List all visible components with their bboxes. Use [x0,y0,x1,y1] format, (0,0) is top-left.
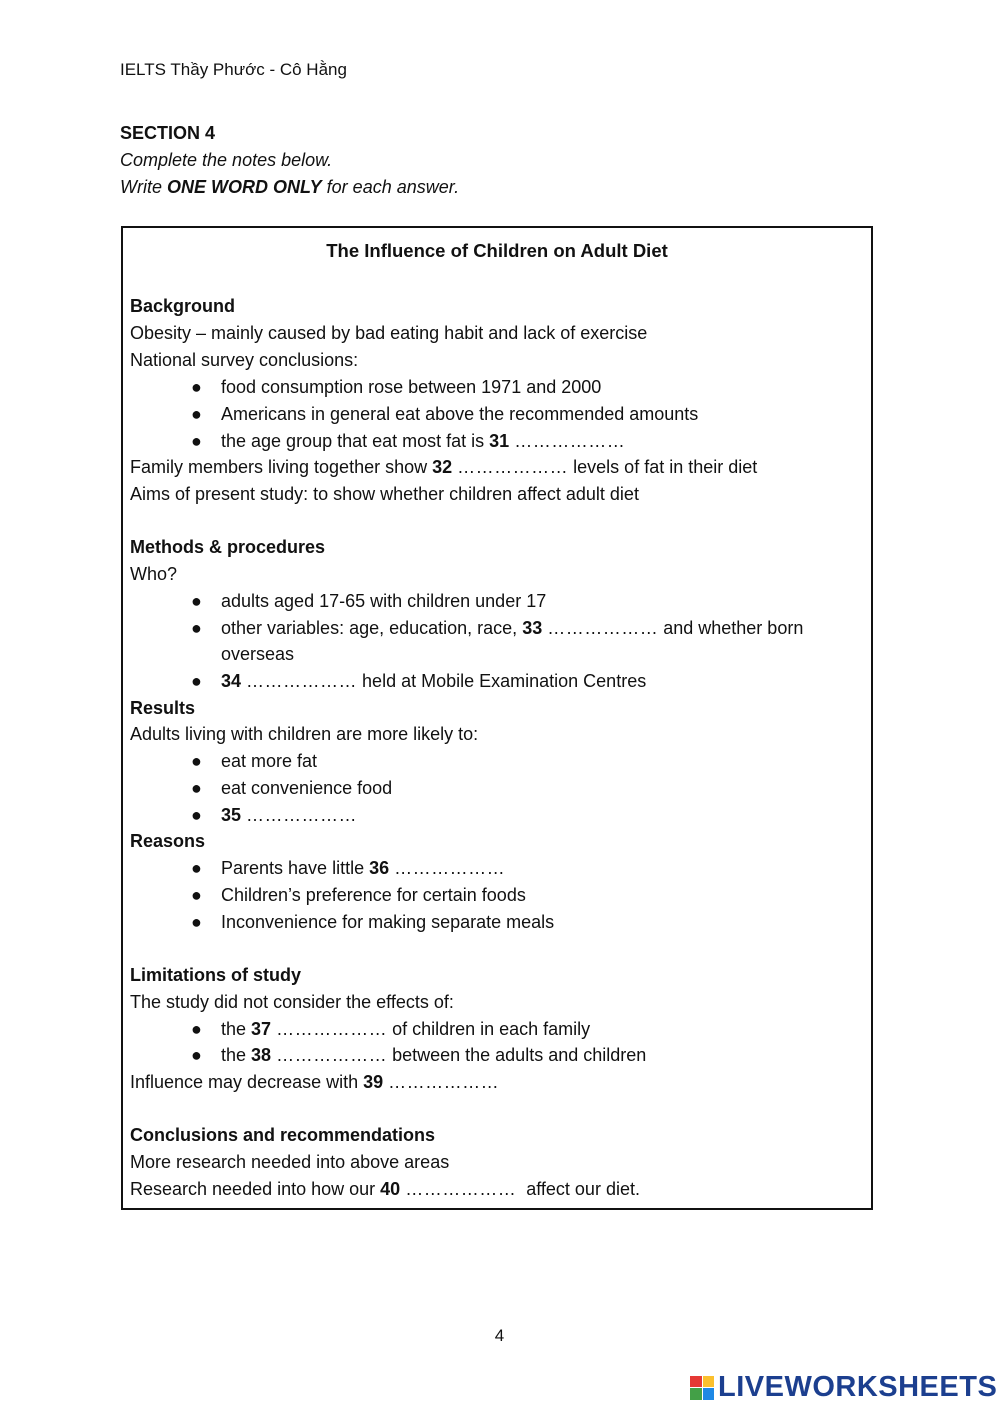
limitations-heading: Limitations of study [130,965,301,985]
list-item: eat convenience food [221,778,393,798]
list-item-question-33: other variables: age, education, race, 33 ……………… and whether born [221,618,804,638]
background-line-question-32: Family members living together show 32 ……………… levels of fat in their diet [130,457,758,477]
list-item: Americans in general eat above the recommended amounts [221,404,699,424]
bullet-icon: ● [191,885,202,905]
answer-blank-34[interactable]: ……………… [246,671,358,691]
bullet-icon: ● [191,751,202,771]
notes-title: The Influence of Children on Adult Diet [326,240,668,261]
results-heading: Results [130,698,196,718]
background-heading: Background [130,296,236,316]
answer-blank-40[interactable]: ……………… [405,1179,517,1199]
section-title: SECTION 4 [120,123,216,143]
bullet-icon: ● [191,671,202,691]
background-line: Aims of present study: to show whether children affect adult diet [130,484,639,504]
list-item: food consumption rose between 1971 and 2000 [221,377,602,397]
instructions [120,120,459,201]
background-line: National survey conclusions: [130,350,359,370]
methods-heading: Methods & procedures [130,537,326,557]
bullet-icon: ● [191,1045,202,1065]
notes-box [121,226,873,1210]
bullet-icon: ● [191,618,202,638]
list-item-question-31: the age group that eat most fat is 31 ……………… [221,431,626,451]
bullet-icon: ● [191,912,202,932]
instruction-line-1: Complete the notes below. [120,150,333,170]
background-line: Obesity – mainly caused by bad eating habit and lack of exercise [130,323,648,343]
list-item: Children’s preference for certain foods [221,885,526,905]
answer-blank-37[interactable]: ……………… [276,1019,388,1039]
bullet-icon: ● [191,858,202,878]
bullet-icon: ● [191,404,202,424]
liveworksheets-logo[interactable] [690,1371,997,1404]
page-header: IELTS Thầy Phước - Cô Hằng [120,60,347,79]
list-item-question-34: 34 ……………… held at Mobile Examination Centres [221,671,647,691]
bullet-icon: ● [191,591,202,611]
conclusions-line: More research needed into above areas [130,1152,450,1172]
answer-blank-33[interactable]: ……………… [547,618,659,638]
bullet-icon: ● [191,805,202,825]
list-item: eat more fat [221,751,318,771]
answer-blank-35[interactable]: ……………… [246,805,358,825]
page-number: 4 [494,1326,505,1345]
list-item: Inconvenience for making separate meals [221,912,555,932]
list-item-continuation: overseas [221,644,295,664]
answer-blank-36[interactable]: ……………… [394,858,506,878]
list-item-question-35: 35 ……………… [221,805,358,825]
limitations-line: The study did not consider the effects of: [130,992,454,1012]
liveworksheets-logo-icon [690,1376,714,1400]
reasons-heading: Reasons [130,831,206,851]
answer-blank-31[interactable]: ……………… [514,431,626,451]
methods-line: Who? [130,564,178,584]
answer-blank-39[interactable]: ……………… [388,1072,500,1092]
bullet-icon: ● [191,431,202,451]
bullet-icon: ● [191,377,202,397]
results-line: Adults living with children are more likely to: [130,724,479,744]
limitations-line-question-39: Influence may decrease with 39 ……………… [130,1072,500,1092]
list-item-question-37: the 37 ……………… of children in each family [221,1019,591,1039]
instruction-line-2: Write ONE WORD ONLY for each answer. [120,177,460,197]
brand-name: LIVEWORKSHEETS [718,1371,998,1403]
list-item-question-38: the 38 ……………… between the adults and children [221,1045,647,1065]
answer-blank-32[interactable]: ……………… [457,457,569,477]
bullet-icon: ● [191,778,202,798]
bullet-icon: ● [191,1019,202,1039]
list-item-question-36: Parents have little 36 ……………… [221,858,506,878]
list-item: adults aged 17-65 with children under 17 [221,591,547,611]
conclusions-heading: Conclusions and recommendations [130,1125,436,1145]
answer-blank-38[interactable]: ……………… [276,1045,388,1065]
conclusions-line-question-40: Research needed into how our 40 ……………… affect our diet. [130,1179,640,1199]
